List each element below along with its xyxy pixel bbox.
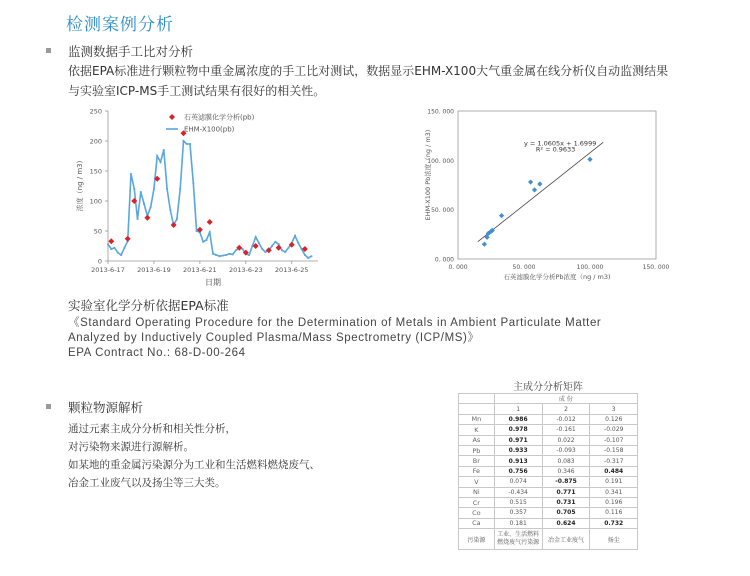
matrix-cell: 0.732 [590, 518, 638, 528]
epa-reference [68, 316, 748, 361]
x-tick-label: 2013-6-19 [137, 266, 171, 274]
series-point-ehm-x100 [166, 188, 168, 190]
x-tick-label: 2013-6-25 [274, 266, 309, 274]
pca-matrix-table [458, 393, 638, 550]
matrix-row [459, 425, 638, 435]
series-point-ehm-x100 [265, 251, 267, 253]
y-tick-label: 200 [89, 137, 102, 146]
source-description-line: 如某地的重金属污染源分为工业和生活燃料燃烧废气、 [68, 459, 320, 471]
matrix-row [459, 445, 638, 455]
series-point-ehm-x100 [215, 254, 217, 256]
matrix-element: V [459, 477, 495, 487]
matrix-cell: 0.022 [542, 435, 590, 445]
matrix-cell: 0.191 [590, 477, 638, 487]
matrix-footer-row [459, 529, 638, 550]
series-point-ehm-x100 [133, 188, 135, 190]
y-axis-label: 浓度（ng / m3) [76, 160, 84, 212]
series-point-ehm-x100 [196, 230, 198, 232]
legend-label-ehm: EHM-X100(pb) [184, 125, 235, 134]
matrix-cell: 0.986 [494, 414, 542, 424]
matrix-foot-source-1-line: 燃烧废气污染源 [497, 539, 540, 547]
x-tick-label: 150. 000 [642, 264, 670, 271]
series-point-ehm-x100 [258, 242, 260, 244]
series-point-ehm-x100 [169, 209, 171, 211]
matrix-cell: 0.756 [494, 466, 542, 476]
series-point-lab [171, 222, 177, 228]
matrix-foot-source-3: 扬尘 [590, 529, 638, 550]
series-point-lab [276, 245, 282, 251]
series-point-ehm-x100 [206, 239, 208, 241]
series-point-ehm-x100 [304, 254, 306, 256]
matrix-foot-source-1 [494, 529, 542, 550]
matrix-cell: 0.731 [542, 497, 590, 507]
bullet-icon [46, 48, 51, 53]
series-point-ehm-x100 [294, 235, 296, 237]
matrix-element: Br [459, 456, 495, 466]
y-axis-label: EHM-X100 Pb浓度（ng / m3) [424, 129, 432, 221]
matrix-title: 主成分分析矩阵 [513, 382, 583, 393]
series-point-ehm-x100 [219, 255, 221, 257]
series-point-ehm-x100 [183, 140, 185, 142]
matrix-element: Ni [459, 487, 495, 497]
matrix-corner [459, 404, 495, 414]
bullet-icon [46, 404, 51, 409]
matrix-header: 成 份 [494, 394, 637, 404]
matrix-col-header: 3 [590, 404, 638, 414]
series-point-ehm-x100 [143, 203, 145, 205]
series-point-ehm-x100 [311, 255, 313, 257]
matrix-row [459, 414, 638, 424]
series-point-ehm-x100 [114, 247, 116, 249]
matrix-element: Ca [459, 518, 495, 528]
data-point [537, 181, 542, 186]
matrix-element: Mn [459, 414, 495, 424]
matrix-cell: -0.012 [542, 414, 590, 424]
series-point-ehm-x100 [137, 218, 139, 220]
series-point-ehm-x100 [124, 247, 126, 249]
matrix-element: Cr [459, 497, 495, 507]
y-tick-label: 150. 000 [427, 108, 454, 116]
epa-contract-line: EPA Contract No.: 68-D-00-264 [68, 347, 246, 359]
series-point-ehm-x100 [288, 247, 290, 249]
series-point-ehm-x100 [261, 248, 263, 250]
x-tick-label: 100. 000 [576, 264, 604, 271]
matrix-cell: 0.083 [542, 456, 590, 466]
matrix-element: Co [459, 508, 495, 518]
series-point-ehm-x100 [225, 254, 227, 256]
matrix-cell: 0.978 [494, 425, 542, 435]
y-tick-label: 0. 000 [434, 256, 454, 264]
series-point-ehm-x100 [235, 249, 237, 251]
matrix-cell: 0.971 [494, 435, 542, 445]
matrix-col-header: 2 [542, 404, 590, 414]
matrix-cell: -0.107 [590, 435, 638, 445]
series-point-ehm-x100 [248, 254, 250, 256]
matrix-row [459, 487, 638, 497]
matrix-element: As [459, 435, 495, 445]
source-description [68, 420, 408, 492]
series-point-ehm-x100 [130, 173, 132, 175]
matrix-element: Fe [459, 466, 495, 476]
y-tick-label: 50. 000 [431, 207, 454, 215]
matrix-cell: 0.074 [494, 477, 542, 487]
source-description-line: 冶金工业废气以及扬尘等三大类。 [68, 477, 226, 489]
matrix-cell: 0.484 [590, 466, 638, 476]
series-point-ehm-x100 [242, 248, 244, 250]
series-point-ehm-x100 [192, 182, 194, 184]
matrix-col-header: 1 [494, 404, 542, 414]
x-tick-label: 2013-6-23 [228, 266, 263, 274]
matrix-cell: 0.116 [590, 508, 638, 518]
comparison-description-line: 与实验室ICP-MS手工测试结果有很好的相关性。 [68, 84, 326, 98]
matrix-row [459, 435, 638, 445]
matrix-foot-source-1-line: 工业、生活燃料 [497, 531, 540, 539]
matrix-cell: 0.126 [590, 414, 638, 424]
matrix-cell: -0.434 [494, 487, 542, 497]
y-tick-label: 50 [93, 227, 102, 236]
series-point-ehm-x100 [110, 248, 112, 250]
series-point-ehm-x100 [156, 155, 158, 157]
epa-reference-line: 《Standard Operating Procedure for the Determination of Metals in Ambient Particulate Matter [68, 317, 602, 329]
comparison-description-line: 依据EPA标准进行颗粒物中重金属浓度的手工比对测试，数据显示EHM-X100大气重金属在线分析仪自动监测结果 [68, 64, 669, 78]
series-point-ehm-x100 [297, 242, 299, 244]
matrix-cell: -0.093 [542, 445, 590, 455]
series-line-ehm-x100 [108, 141, 311, 258]
data-point [532, 187, 537, 192]
y-tick-label: 150 [89, 167, 102, 176]
matrix-row [459, 508, 638, 518]
series-point-ehm-x100 [284, 251, 286, 253]
matrix-cell: -0.029 [590, 425, 638, 435]
matrix-cell: 0.771 [542, 487, 590, 497]
series-point-ehm-x100 [140, 191, 142, 193]
section-heading-epa: 实验室化学分析依据EPA标准 [68, 298, 229, 313]
time-series-chart [68, 103, 330, 288]
series-point-lab [144, 215, 150, 221]
legend-label-lab: 石英滤膜化学分析(pb) [184, 113, 255, 122]
matrix-element: Pb [459, 445, 495, 455]
epa-reference-line: Analyzed by Inductively Coupled Plasma/Mass Spectrometry (ICP/MS)》 [68, 332, 480, 344]
matrix-row [459, 518, 638, 528]
series-point-ehm-x100 [153, 188, 155, 190]
matrix-row [459, 466, 638, 476]
matrix-cell: -0.317 [590, 456, 638, 466]
series-point-lab [108, 238, 114, 244]
matrix-cell: 0.705 [542, 508, 590, 518]
series-point-ehm-x100 [222, 255, 224, 257]
matrix-foot-label: 污染源 [459, 529, 495, 550]
series-point-ehm-x100 [189, 143, 191, 145]
source-description-line: 通过元素主成分分析和相关性分析， [68, 423, 236, 435]
regression-equation: y = 1.0605x + 1.6999 [524, 139, 597, 148]
series-point-ehm-x100 [179, 188, 181, 190]
matrix-foot-source-2: 冶金工业废气 [542, 529, 590, 550]
matrix-cell: 0.624 [542, 518, 590, 528]
comparison-description [68, 61, 748, 101]
series-point-lab [207, 219, 213, 225]
series-point-ehm-x100 [274, 241, 276, 243]
r-squared: R² = 0.9633 [535, 145, 576, 154]
matrix-cell: -0.161 [542, 425, 590, 435]
y-tick-label: 0 [97, 257, 102, 266]
x-tick-label: 50. 000 [512, 264, 536, 271]
x-tick-label: 0. 000 [448, 264, 468, 271]
matrix-cell: -0.875 [542, 477, 590, 487]
x-tick-label: 2013-6-17 [91, 266, 125, 274]
series-point-ehm-x100 [202, 241, 204, 243]
matrix-cell: 0.196 [590, 497, 638, 507]
y-tick-label: 250 [89, 107, 102, 116]
series-point-ehm-x100 [209, 231, 211, 233]
matrix-row [459, 477, 638, 487]
series-point-ehm-x100 [107, 243, 109, 245]
y-tick-label: 100. 000 [427, 157, 454, 165]
series-point-ehm-x100 [271, 245, 273, 247]
x-axis-label: 日期 [205, 278, 221, 287]
series-point-ehm-x100 [307, 257, 309, 259]
matrix-cell: 0.913 [494, 456, 542, 466]
x-tick-label: 2013-6-21 [183, 266, 217, 274]
series-point-ehm-x100 [160, 161, 162, 163]
series-point-ehm-x100 [117, 252, 119, 254]
series-point-ehm-x100 [176, 218, 178, 220]
matrix-row [459, 497, 638, 507]
correlation-scatter-chart [420, 103, 680, 283]
series-point-ehm-x100 [150, 206, 152, 208]
matrix-cell: 0.341 [590, 487, 638, 497]
matrix-cell: 0.357 [494, 508, 542, 518]
series-point-ehm-x100 [163, 149, 165, 151]
series-point-ehm-x100 [186, 143, 188, 145]
legend-marker-lab [169, 114, 175, 120]
trendline [478, 139, 603, 241]
matrix-corner [459, 394, 495, 404]
matrix-cell: -0.158 [590, 445, 638, 455]
data-point [587, 157, 592, 162]
matrix-cell: 0.346 [542, 466, 590, 476]
data-point [499, 213, 504, 218]
x-axis-label: 石英滤膜化学分析Pb浓度（ng / m3) [503, 273, 611, 281]
series-point-ehm-x100 [229, 253, 231, 255]
series-point-ehm-x100 [281, 249, 283, 251]
series-point-ehm-x100 [120, 254, 122, 256]
data-point [482, 242, 487, 247]
series-point-ehm-x100 [232, 254, 234, 256]
section-heading-source: 颗粒物源解析 [68, 400, 144, 415]
matrix-cell: 0.515 [494, 497, 542, 507]
source-description-line: 对污染物来源进行源解析。 [68, 441, 194, 453]
matrix-element: K [459, 425, 495, 435]
matrix-cell: 0.933 [494, 445, 542, 455]
matrix-row [459, 456, 638, 466]
y-tick-label: 100 [89, 197, 102, 206]
series-point-ehm-x100 [255, 236, 257, 238]
data-point [528, 179, 533, 184]
matrix-cell: 0.181 [494, 518, 542, 528]
page-title: 检测案例分析 [66, 15, 174, 35]
series-point-lab [125, 236, 131, 242]
section-heading-comparison: 监测数据手工比对分析 [68, 44, 194, 59]
series-point-ehm-x100 [212, 253, 214, 255]
